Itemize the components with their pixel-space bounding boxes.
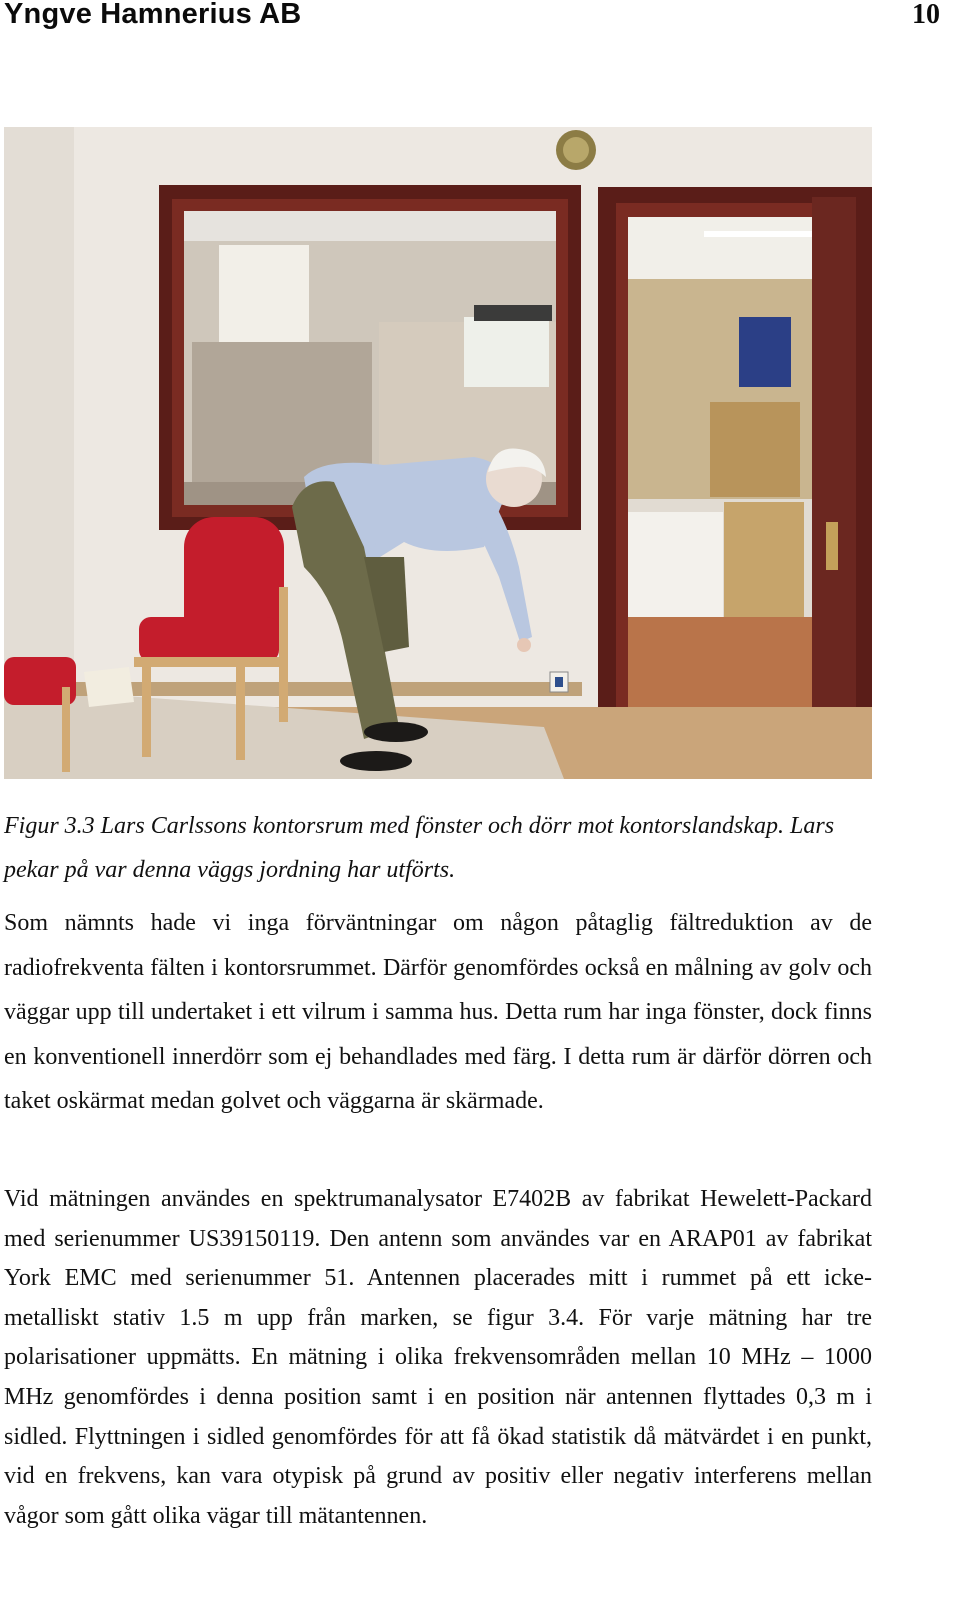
office-photo-illustration	[4, 127, 872, 779]
figure-caption: Figur 3.3 Lars Carlssons kontorsrum med fönster och dörr mot kontorslandskap. Lars pekar på var denna väggs jordning har utförts.	[4, 813, 835, 883]
shoe-front	[364, 722, 428, 742]
open-door	[812, 197, 856, 779]
cardboard-box	[710, 402, 800, 497]
page-header	[4, 0, 940, 34]
papers	[84, 667, 134, 707]
office-photo	[4, 127, 872, 779]
company-name: Yngve Hamnerius AB	[4, 0, 302, 30]
shoe-back	[340, 751, 412, 771]
poster	[739, 317, 791, 387]
body-paragraph-1: Som nämnts hade vi inga förväntningar om någon påtaglig fältreduktion av de radiofrekventa fälten i kontorsrummet. Därför genomfördes också en målning av golv och väggar upp till undertaket i ett vilrum i samma hus. Detta rum har inga fönster, dock finns en konventionell innerdörr som ej behandlades med färg. I detta rum är därför dörren och taket oskärmat medan golvet och väggarna är skärmade.	[4, 910, 872, 1114]
door-handle	[826, 522, 838, 570]
pointing-hand	[517, 638, 531, 652]
red-chair-seat	[139, 617, 279, 662]
page-number: 10	[912, 0, 940, 30]
body-paragraph-2: Vid mätningen användes en spektrumanalysator E7402B av fabrikat Hewelett-Packard med serienummer US39150119. Den antenn som användes var en ARAP01 av fabrikat York EMC med serienummer 51. Antennen placerades mitt i rummet på ett icke-metalliskt stativ 1.5 m upp från marken, se figur 3.4. För varje mätning har tre polarisationer uppmätts. En mätning i olika frekvensområden mellan 10 MHz – 1000 MHz genomfördes i denna position samt i en position när antennen flyttades 0,3 m i sidled. Flyttningen i sidled genomfördes för att få ökad statistik då mätvärdet i en punkt, vid en frekvens, kan vara otypisk på grund av positiv eller negativ interferens mellan vågor som gått olika vägar till mätantennen.	[4, 1186, 872, 1529]
